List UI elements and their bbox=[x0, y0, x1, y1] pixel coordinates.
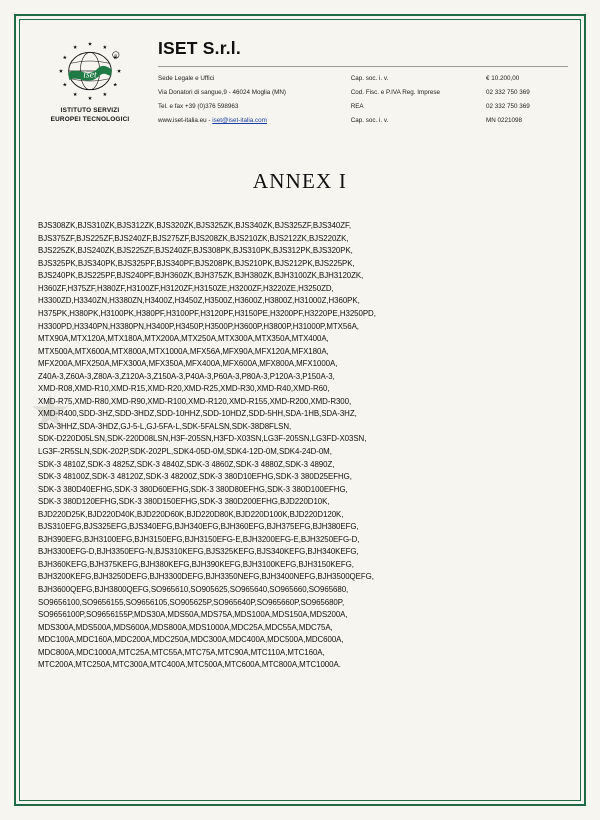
info-right: € 10.200,00 bbox=[485, 75, 520, 83]
logo-caption bbox=[32, 107, 148, 124]
info-right: MN 0221098 bbox=[485, 116, 523, 124]
info-mid: Cap. soc. i. v. bbox=[350, 75, 389, 83]
code-line: SDA-3HHZ,SDA-3HDZ,GJ-5-L,GJ-5FA-L,SDK-5FALSN,SDK-38D8FLSN, bbox=[38, 421, 292, 431]
code-line: BJH3600QEFG,BJH3800QEFG,SO965610,SO905625,SO965640,SO965660,SO965680, bbox=[38, 584, 349, 594]
code-line: BJS240PK,BJS225PF,BJS240PF,BJH360ZK,BJH375ZK,BJH380ZK,BJH3100ZK,BJH3120ZK, bbox=[38, 271, 364, 281]
company-info-table bbox=[158, 72, 568, 127]
code-line: MFX200A,MFX250A,MFX300A,MFX350A,MFX400A,MFX600A,MFX800A,MFX1000A, bbox=[38, 359, 338, 369]
code-line: BJS308ZK,BJS310ZK,BJS312ZK,BJS320ZK,BJS325ZK,BJS340ZK,BJS325ZF,BJS340ZF, bbox=[38, 221, 352, 231]
page-content bbox=[28, 28, 572, 792]
code-line: H3300ZD,H3340ZN,H3380ZN,H3400Z,H3450Z,H3500Z,H3600Z,H3800Z,H31000Z,H360PK, bbox=[38, 296, 360, 306]
code-line: SDK-3 380D120EFHG,SDK-3 380D150EFHG,SDK-3 380D200EFHG,BJD220D10K, bbox=[38, 497, 330, 507]
info-left: Sede Legale e Uffici bbox=[158, 75, 215, 83]
svg-text:iset: iset bbox=[83, 69, 97, 81]
info-left: Via Donatori di sangue,9 - 46024 Moglia (MN) bbox=[158, 89, 286, 97]
code-line: BJD220D25K,BJD220D40K,BJD220D60K,BJD220D80K,BJD220D100K,BJD220D120K, bbox=[38, 509, 344, 519]
code-line: BJS310EFG,BJS325EFG,BJS340EFG,BJH340EFG,BJH360EFG,BJH375EFG,BJH380EFG, bbox=[38, 522, 359, 532]
code-line: SDK-3 380D40EFHG,SDK-3 380D60EFHG,SDK-3 380D80EFHG,SDK-3 380D100EFHG, bbox=[38, 484, 348, 494]
table-row bbox=[158, 100, 568, 114]
info-mid: Cod. Fisc. e P.IVA Reg. Imprese bbox=[350, 89, 441, 97]
letterhead bbox=[28, 28, 572, 127]
product-code-list bbox=[28, 220, 572, 672]
code-line: MTX500A,MTX600A,MTX800A,MTX1000A,MFX56A,MFX90A,MFX120A,MFX180A, bbox=[38, 346, 329, 356]
table-row bbox=[158, 86, 568, 100]
code-line: BJS225ZK,BJS240ZK,BJS225ZF,BJS240ZF,BJS308PK,BJS310PK,BJS312PK,BJS320PK, bbox=[38, 246, 353, 256]
code-line: MDC800A,MDC1000A,MTC25A,MTC55A,MTC75A,MTC90A,MTC110A,MTC160A, bbox=[38, 647, 325, 657]
code-line: SDK-3 4810Z,SDK-3 4825Z,SDK-3 4840Z,SDK-3 4860Z,SDK-3 4880Z,SDK-3 4890Z, bbox=[38, 459, 335, 469]
code-line: MTC200A,MTC250A,MTC300A,MTC400A,MTC500A,MTC600A,MTC800A,MTC1000A. bbox=[38, 660, 341, 670]
code-line: SDK-3 48100Z,SDK-3 48120Z,SDK-3 48200Z,SDK-3 380D10EFHG,SDK-3 380D25EFHG, bbox=[38, 472, 352, 482]
info-right: 02 332 750 369 bbox=[485, 102, 530, 110]
website-text: www.iset-italia.eu - bbox=[158, 116, 213, 124]
logo-caption-line2: EUROPEI TECNOLOGICI bbox=[50, 115, 130, 123]
code-line: H3300PD,H3340PN,H3380PN,H3400P,H3450P,H3500P,H3600P,H3800P,H31000P,MTX56A, bbox=[38, 321, 359, 331]
letterhead-divider bbox=[158, 66, 568, 67]
code-line: MDS300A,MDS500A,MDS600A,MDS800A,MDS1000A,MDC25A,MDC55A,MDC75A, bbox=[38, 622, 333, 632]
code-line: BJH360KEFG,BJH375KEFG,BJH380KEFG,BJH390KEFG,BJH3100KEFG,BJH3150KEFG, bbox=[38, 559, 354, 569]
table-row bbox=[158, 72, 568, 86]
svg-text:R: R bbox=[114, 53, 118, 59]
info-right: 02 332 750 369 bbox=[485, 89, 530, 97]
info-mid: REA bbox=[350, 102, 364, 110]
code-line: SDK-D220D05LSN,SDK-220D08LSN,H3F-205SN,H3FD-X03SN,LG3F-205SN,LG3FD-X03SN, bbox=[38, 434, 367, 444]
code-line: XMD-R08,XMD-R10,XMD-R15,XMD-R20,XMD-R25,XMD-R30,XMD-R40,XMD-R60, bbox=[38, 384, 330, 394]
code-line: BJH3200KEFG,BJH3250DEFG,BJH3300DEFG,BJH3350NEFG,BJH3400NEFG,BJH3500QEFG, bbox=[38, 572, 374, 582]
code-line: H360ZF,H375ZF,H380ZF,H3100ZF,H3120ZF,H3150ZE,H3200ZF,H3220ZE,H3250ZD, bbox=[38, 283, 334, 293]
info-mid: Cap. soc. i. v. bbox=[350, 116, 389, 124]
code-line: XMD-R75,XMD-R80,XMD-R90,XMD-R100,XMD-R120,XMD-R155,XMD-R200,XMD-R300, bbox=[38, 396, 352, 406]
code-line: BJH390EFG,BJH3100EFG,BJH3150EFG,BJH3150EFG-E,BJH3200EFG-E,BJH3250EFG-D, bbox=[38, 534, 360, 544]
code-line: BJS375ZF,BJS225ZF,BJS240ZF,BJS275ZF,BJS208ZK,BJS210ZK,BJS212ZK,BJS220ZK, bbox=[38, 233, 349, 243]
code-line: SO9656100P,SO9656155P,MDS30A,MDS50A,MDS75A,MDS100A,MDS150A,MDS200A, bbox=[38, 610, 348, 620]
code-line: LG3F-2R5SLN,SDK-202P,SDK-202PL,SDK4-05D-0M,SDK4-12D-0M,SDK4-24D-0M, bbox=[38, 446, 332, 456]
code-line: H375PK,H380PK,H3100PK,H380PF,H3100PF,H3120PF,H3150PE,H3200PF,H3220PE,H3250PD, bbox=[38, 308, 376, 318]
company-name: ISET S.r.l. bbox=[158, 38, 241, 58]
code-line: MDC100A,MDC160A,MDC200A,MDC250A,MDC300A,MDC400A,MDC500A,MDC600A, bbox=[38, 635, 344, 645]
code-line: SO9656100,SO9656155,SO9656105,SO905625P,SO965640P,SO965660P,SO965680P, bbox=[38, 597, 345, 607]
code-line: Z40A-3,Z60A-3,Z80A-3,Z120A-3,Z150A-3,P40A-3,P60A-3,P80A-3,P120A-3,P150A-3, bbox=[38, 371, 335, 381]
page-title: ANNEX I bbox=[252, 169, 348, 194]
email-link[interactable]: iset@iset-italia.com bbox=[212, 116, 267, 124]
code-line: BJH3300EFG-D,BJH3350EFG-N,BJS310KEFG,BJS325KEFG,BJS340KEFG,BJH340KEFG, bbox=[38, 547, 359, 557]
logo-block bbox=[32, 38, 148, 124]
code-line: MTX90A,MTX120A,MTX180A,MTX200A,MTX250A,MTX300A,MTX350A,MTX400A, bbox=[38, 334, 329, 344]
company-block bbox=[148, 38, 568, 127]
table-row bbox=[158, 113, 568, 127]
code-line: XMD-R400,SDD-3HZ,SDD-3HDZ,SDD-10HHZ,SDD-10HDZ,SDD-5HH,SDA-1HB,SDA-3HZ, bbox=[38, 409, 357, 419]
code-line: BJS325PK,BJS340PK,BJS325PF,BJS340PF,BJS208PK,BJS210PK,BJS212PK,BJS225PK, bbox=[38, 258, 355, 268]
info-left: Tel. e fax +39 (0)376 598963 bbox=[158, 102, 239, 110]
info-left-website bbox=[158, 113, 351, 127]
company-logo-icon bbox=[51, 40, 129, 102]
logo-caption-line1: ISTITUTO SERVIZI bbox=[60, 107, 120, 114]
